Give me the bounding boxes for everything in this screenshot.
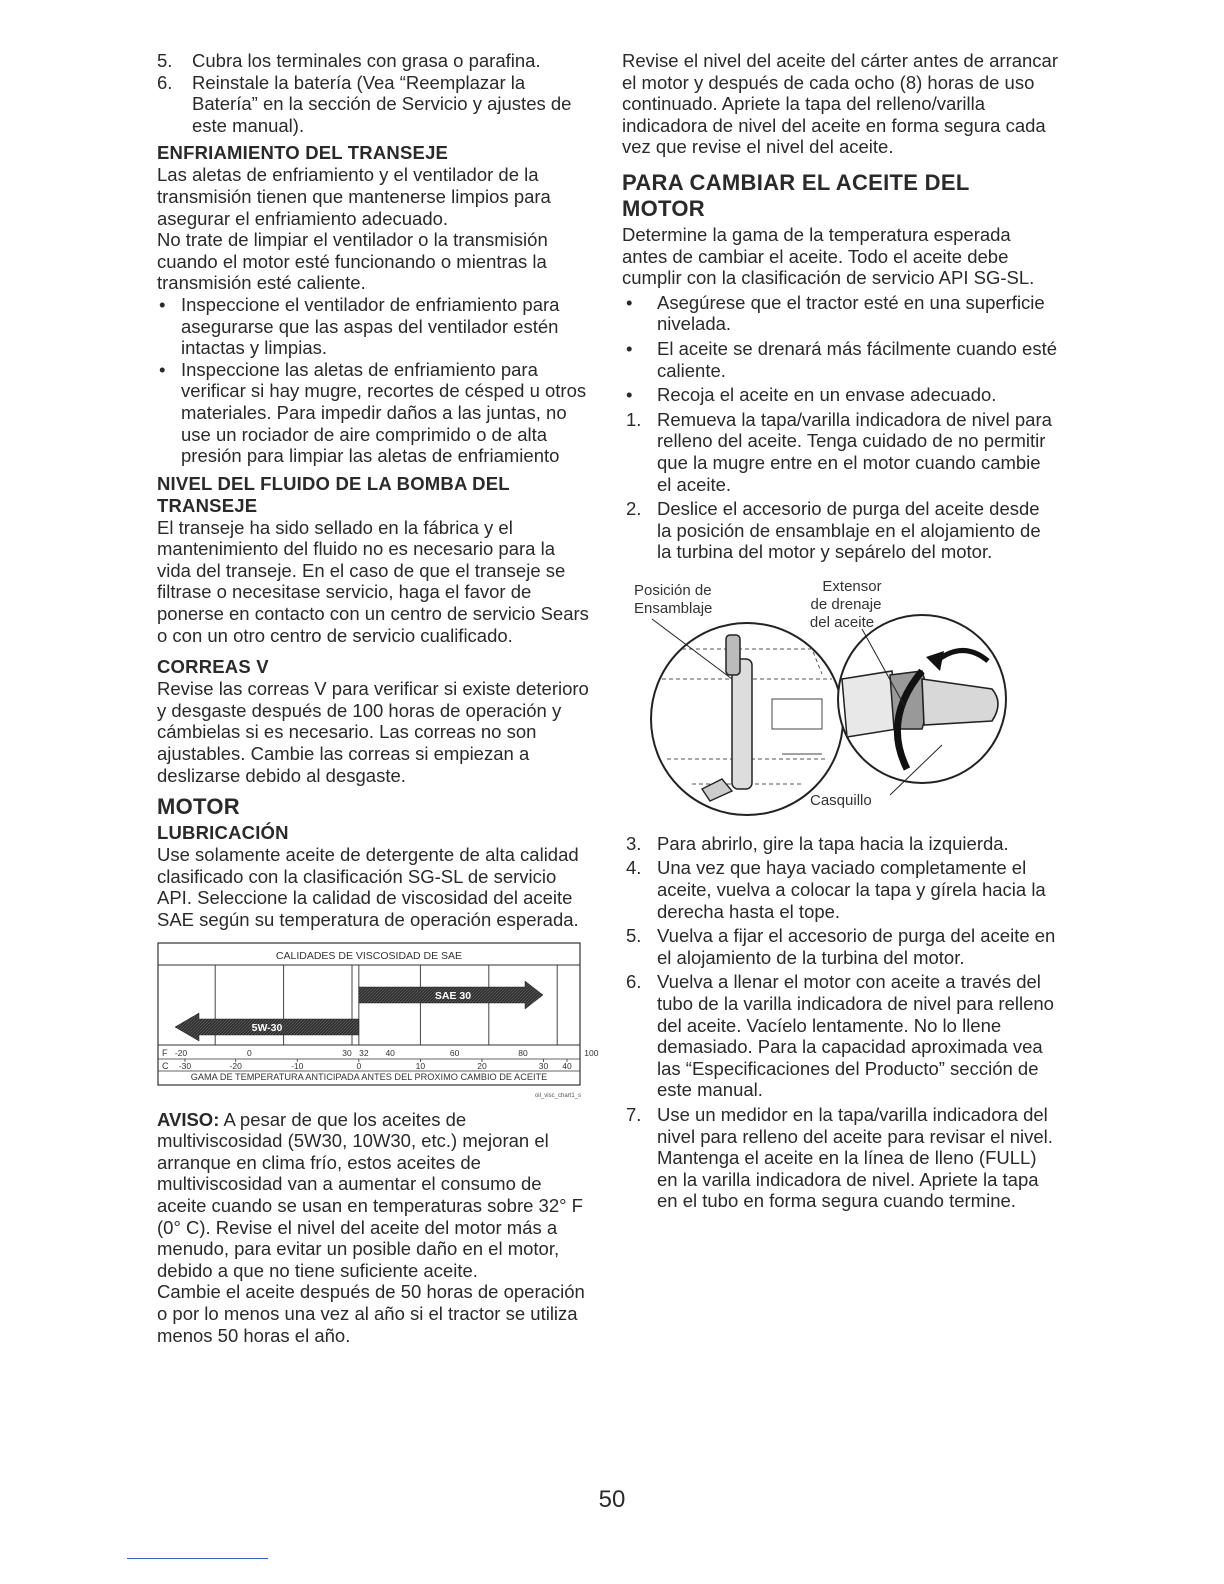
tick-label-f: 0 [247, 1047, 252, 1058]
bullet-item: • Inspeccione el ventilador de enfriamiento para asegurarse que las aspas del ventilador estén intactas y limpias. [159, 293, 560, 359]
axis-label-f: F [162, 1047, 168, 1058]
paragraph: El transeje ha sido sellado en la fábrica y el mantenimiento del fluido no es necesario para la vida del transeje. En el caso de que el transeje se filtrase o necesitase servicio, haga el favor de ponerse en contacto con un centro de servicio Sears o con un otro centro de servicio cualificado. [157, 516, 589, 646]
section-heading-fluid: NIVEL DEL FLUIDO DE LA BOMBA DEL TRANSEJE [157, 472, 510, 516]
paragraph: Las aletas de enfriamiento y el ventilador de la transmisión tienen que mantenerse limpios para asegurar el enfriamiento adecuado. [157, 164, 551, 229]
aviso-paragraph: AVISO: A pesar de que los aceites de multiviscosidad (5W30, 10W30, etc.) mejoran el arranque en clima frío, estos aceites de multiviscosidad van a aumentar el consumo de aceite cuando se usan en temperaturas sobre 32° F (0° C). Revise el nivel del aceite del motor más a menudo, para evitar un posible daño en el motor, debido a que no tiene suficiente aceite. [157, 1108, 583, 1281]
tick-label-f: 40 [385, 1047, 395, 1058]
left-column [157, 50, 599, 1346]
tick-label-f: 100 [584, 1047, 599, 1058]
bar-label-sae30: SAE 30 [434, 989, 472, 1002]
engine-housing-detail [651, 619, 843, 815]
list-item: 5. Cubra los terminales con grasa o parafina. [157, 50, 541, 71]
label-casquillo: Casquillo [810, 791, 872, 809]
tick-label-c: 40 [562, 1060, 572, 1071]
page-number: 50 [598, 1486, 626, 1513]
label-assembly-position-2: Ensamblaje [634, 599, 713, 617]
tick-label-c: 20 [477, 1060, 487, 1071]
label-extensor-3: del aceite [809, 613, 875, 631]
list-item: 1. Remueva la tapa/varilla indicadora de nivel para relleno del aceite. Tenga cuidado de no permitir que la mugre entre en el motor cuando cambie el aceite. [626, 408, 1052, 495]
list-item: 3. Para abrirlo, gire la tapa hacia la izquierda. [626, 832, 1009, 854]
bar-label-5w30: 5W-30 [251, 1021, 283, 1034]
chart-title: CALIDADES DE VISCOSIDAD DE SAE [275, 949, 463, 962]
paragraph: No trate de limpiar el ventilador o la transmisión cuando el motor esté funcionando o mientras la transmisión esté caliente. [157, 229, 548, 294]
viscosity-chart-svg [157, 943, 599, 1087]
chart-axis [162, 1048, 599, 1071]
list-item: 7. Use un medidor en la tapa/varilla indicadora del nivel para relleno del aceite para revisar el nivel. Mantenga el aceite en la línea de lleno (FULL) en la varilla indicadora de nivel. Apriete la tapa en el tubo en forma segura cuando termine. [626, 1104, 1053, 1212]
bullet-item: • El aceite se drenará más fácilmente cuando esté caliente. [626, 337, 1058, 381]
tick-label-f: 60 [449, 1047, 460, 1058]
section-subheading-lubrication: LUBRICACIÓN [157, 822, 289, 844]
oil-drain-figure [622, 579, 1058, 819]
drain-cap-detail [838, 615, 1006, 795]
list-item: 4. Una vez que haya vaciado completamente el aceite, vuelva a colocar la tapa y gírela hacia la derecha hasta el tope. [626, 857, 1046, 922]
list-item: 2. Deslice el accesorio de purga del aceite desde la posición de ensamblaje en el alojamiento de la turbina del motor y sepárelo del motor. [626, 498, 1041, 563]
paragraph: Revise el nivel del aceite del cárter antes de arrancar el motor y después de cada ocho (8) horas de uso continuado. Apriete la tapa del relleno/varilla indicadora de nivel del aceite en forma segura cada vez que revise el nivel del aceite. [622, 50, 1059, 158]
bullet-item: • Recoja el aceite en un envase adecuado. [626, 384, 997, 406]
label-extensor-2: de drenaje [810, 595, 882, 613]
tick-label-f: 32 [359, 1047, 369, 1058]
right-column [622, 50, 1058, 1215]
tick-label-f: 80 [518, 1047, 528, 1058]
tick-label-c: 30 [538, 1060, 549, 1071]
viscosity-chart [157, 943, 599, 1099]
paragraph: Revise las correas V para verificar si existe deterioro y desgaste después de 100 horas de operación y cámbielas si es necesario. Las correas no son ajustables. Cambie las correas si empiezan a deslizarse debido al desgaste. [157, 678, 589, 786]
tick-label-c: 0 [356, 1060, 362, 1071]
section-heading-belts: CORREAS V [157, 656, 269, 678]
chart-grid [158, 965, 580, 1071]
tick-label-f: -20 [174, 1047, 188, 1058]
tick-label-f: 30 [342, 1047, 352, 1058]
paragraph: Cambie el aceite después de 50 horas de operación o por lo menos una vez al año si el tractor se utiliza menos 50 horas el año. [157, 1281, 585, 1346]
list-item: 6. Vuelva a llenar el motor con aceite a través del tubo de la varilla indicadora de nivel para relleno del aceite. Vacíelo lentamente. No lo llene demasiado. Para la capacidad aproximada vea las “Especificaciones del Producto” sección de este manual. [626, 971, 1054, 1101]
chart-code: oil_visc_chart1_s [534, 1092, 581, 1099]
chart-xlabel: GAMA DE TEMPERATURA ANTICIPADA ANTES DEL PROXIMO CAMBIO DE ACEITE [190, 1071, 548, 1082]
label-assembly-position: Posición de [634, 581, 712, 599]
list-item: 6. Reinstale la batería (Vea “Reemplazar la Batería” en la sección de Servicio y ajustes de este manual). [157, 71, 572, 136]
aviso-label: AVISO: [157, 1108, 220, 1130]
paragraph: Use solamente aceite de detergente de alta calidad clasificado con la clasificación SG-SL de servicio API. Seleccione la calidad de viscosidad del aceite SAE según su temperatura de operación esperada. [157, 844, 579, 930]
tick-label-c: -30 [178, 1060, 192, 1071]
tick-label-c: 10 [415, 1060, 426, 1071]
section-heading-cooling: ENFRIAMIENTO DEL TRANSEJE [157, 142, 449, 164]
bullet-item: • Asegúrese que el tractor esté en una superficie nivelada. [626, 291, 1045, 335]
footer-rule [127, 1558, 268, 1559]
bullet-item: • Inspeccione las aletas de enfriamiento para verificar si hay mugre, recortes de césped u otros materiales. Para impedir daños a las juntas, no use un rociador de aire comprimido o de alta presión para limpiar las aletas de enfriamiento [159, 358, 587, 467]
label-extensor: Extensor [822, 577, 882, 595]
section-heading-motor: MOTOR [157, 794, 240, 820]
list-item: 5. Vuelva a fijar el accesorio de purga del aceite en el alojamiento de la turbina del motor. [626, 925, 1056, 968]
axis-label-c: C [162, 1060, 169, 1071]
oil-drain-illustration [622, 579, 1058, 819]
tick-label-c: -20 [229, 1060, 242, 1071]
section-heading-oil-change: PARA CAMBIAR EL ACEITE DEL MOTOR [622, 169, 970, 221]
paragraph: Determine la gama de la temperatura esperada antes de cambiar el aceite. Todo el aceite debe cumplir con la clasificación de servicio API SG-SL. [622, 223, 1035, 289]
tick-label-c: -10 [291, 1060, 304, 1071]
